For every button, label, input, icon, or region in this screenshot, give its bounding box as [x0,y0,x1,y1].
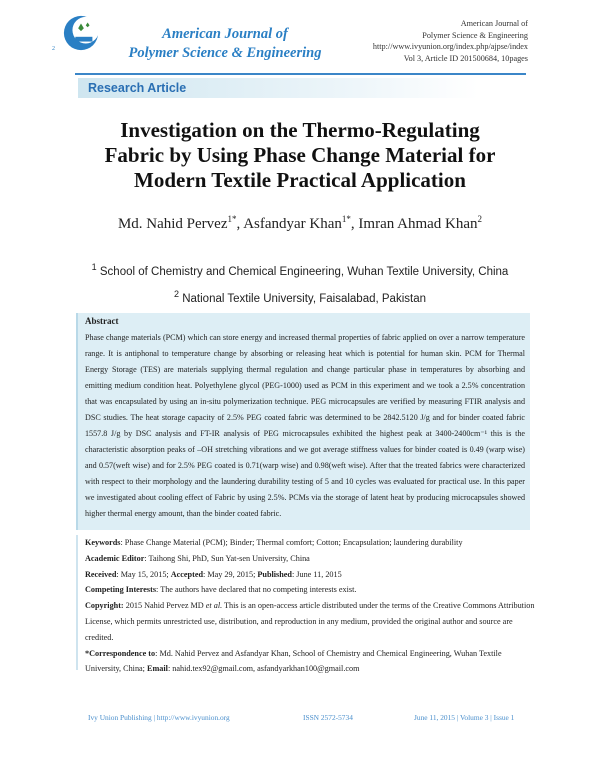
published-label: Published [257,569,292,579]
affiliation-sup: 2 [174,288,180,299]
author-name: Md. Nahid Pervez [117,216,228,232]
author-sup: 2 [477,214,483,224]
journal-title-line: Polymer Science & Engineering [128,45,322,61]
footer-publisher[interactable]: Ivy Union Publishing | http://www.ivyunion.org [88,713,230,722]
footer-issue: June 11, 2015 | Volume 3 | Issue 1 [414,713,515,722]
affiliation-sup: 1 [91,262,97,272]
received-value: : May 15, 2015; [116,569,171,579]
title-line: Investigation on the Thermo-Regulating [120,118,480,142]
competing-label: Competing Interests [85,585,157,595]
accepted-label: Accepted [170,569,204,579]
copyright-etal: et al. [205,601,223,611]
header-divider [75,73,526,75]
keywords [85,535,535,551]
copyright-text: This is an open-access article distributed under the terms of the Creative Commons Attribution License, which permits unrestricted use, distribution, and reproduction in any medium, provided the original author and source are credited. [85,601,535,642]
correspondence [85,646,535,678]
article-metadata [76,535,535,674]
email-label: Email [147,664,168,674]
author-sup: 1* [341,214,351,224]
received-label: Received [85,569,117,579]
author-sup: 1* [227,214,237,224]
accepted-value: : May 29, 2015; [203,569,258,579]
journal-info-line: Polymer Science & Engineering [422,30,528,40]
email-value[interactable]: : nahid.tex92@gmail.com, asfandyarkhan100@gmail.com [167,664,360,674]
competing-value: : The authors have declared that no competing interests exist. [156,585,357,595]
author-list: Md. Nahid Pervez$^{1*}$, Asfandyar Khan$^{1*}$, Imran Ahmad Khan$^2$ [117,214,483,232]
journal-info-line: American Journal of [460,19,528,28]
journal-url[interactable]: http://www.ivyunion.org/index.php/ajpse/index [372,42,528,51]
published-value: : June 11, 2015 [291,569,342,579]
journal-title-line: American Journal of [162,26,288,42]
correspondence-value: : Md. Nahid Pervez and Asfandyar Khan, School of Chemistry and Chemical Engineering, Wuhan Textile University, China; [85,648,502,674]
editor [85,551,535,567]
competing-interests [85,582,535,598]
abstract-text: Phase change materials (PCM) which can store energy and increased thermal properties of fabric applied on over a narrow temperature range. It is antiphonal to temperature change by absorbing or releasing heat which is potential for human skin. PCM for Thermal Energy Storage (TES) are materials supplying thermal regulation and change particular phase in temperatures by absorbing and emitting medium condition heat. Polyethylene glycol (PEG-1000) used as PCM in this experiment and we took a 2.5% concentration that was encapsulated by using an in-situ polymerization technique. PEG microcapsules are verified by measuring FTIR analysis and DSC studies. The heat storage capacity of 2.5% PEG coated fabric was determined to be 2842.5120 J/g and for binder coated fabric 1557.8 J/g by DSC analysis and FT-IR analysis of PEG microcapsules exhibited the highest peak at 3400-2400cm⁻¹ this is the characteristic absorption peaks of –OH stretching vibrations and we got average stiffness values for binder coated is 0.49 (warp wise) and 0.57(weft wise) and for 2.5% PEG coated is 0.71(warp wise) and 0.98(weft wise). After that the treated fabrics were characterized with respect to their morphology and the laundering durability testing of 5 and 10 cycles was evaluated for practical use. In this paper we investigated about cooling effect of Fabric by using 2.5%. PCMs via the storage of latent heat by producing microcapsules showed higher thermal energy amount, than the binder coated fabric. [85,333,525,518]
editor-value: : Taihong Shi, PhD, Sun Yat-sen University, China [144,553,310,563]
keywords-label: Keywords [85,538,121,547]
article-title [60,118,540,193]
dates [85,567,535,583]
ivy-union-logo [62,14,100,52]
journal-info [373,18,528,64]
keywords-value: : Phase Change Material (PCM); Binder; Thermal comfort; Cotton; Encapsulation; laundering durability [120,538,463,547]
correspondence-label: *Correspondence to [85,648,156,658]
article-id: Vol 3, Article ID 201500684, 10pages [403,53,528,63]
affiliations [60,256,540,310]
author-name: Asfandyar Khan [243,216,342,232]
section-banner [78,78,478,98]
footer-issn: ISSN 2572-5734 [303,713,353,722]
editor-label: Academic Editor [85,553,145,563]
copyright-text: 2015 Nahid Pervez MD [123,601,206,611]
affiliation: National Textile University, Faisalabad, Pakistan [182,292,426,305]
title-line: Fabric by Using Phase Change Material for [104,143,496,167]
abstract-box [76,313,530,530]
page-mark: 2 [52,46,55,52]
journal-title [120,25,330,63]
abstract-heading: Abstract [85,316,119,326]
affiliation: School of Chemistry and Chemical Engineering, Wuhan Textile University, China [99,265,509,278]
title-line: Modern Textile Practical Application [134,168,466,192]
copyright-label: Copyright: [85,601,124,611]
section-label: Research Article [88,81,187,95]
copyright [85,598,535,645]
author-name: Imran Ahmad Khan [358,216,478,232]
